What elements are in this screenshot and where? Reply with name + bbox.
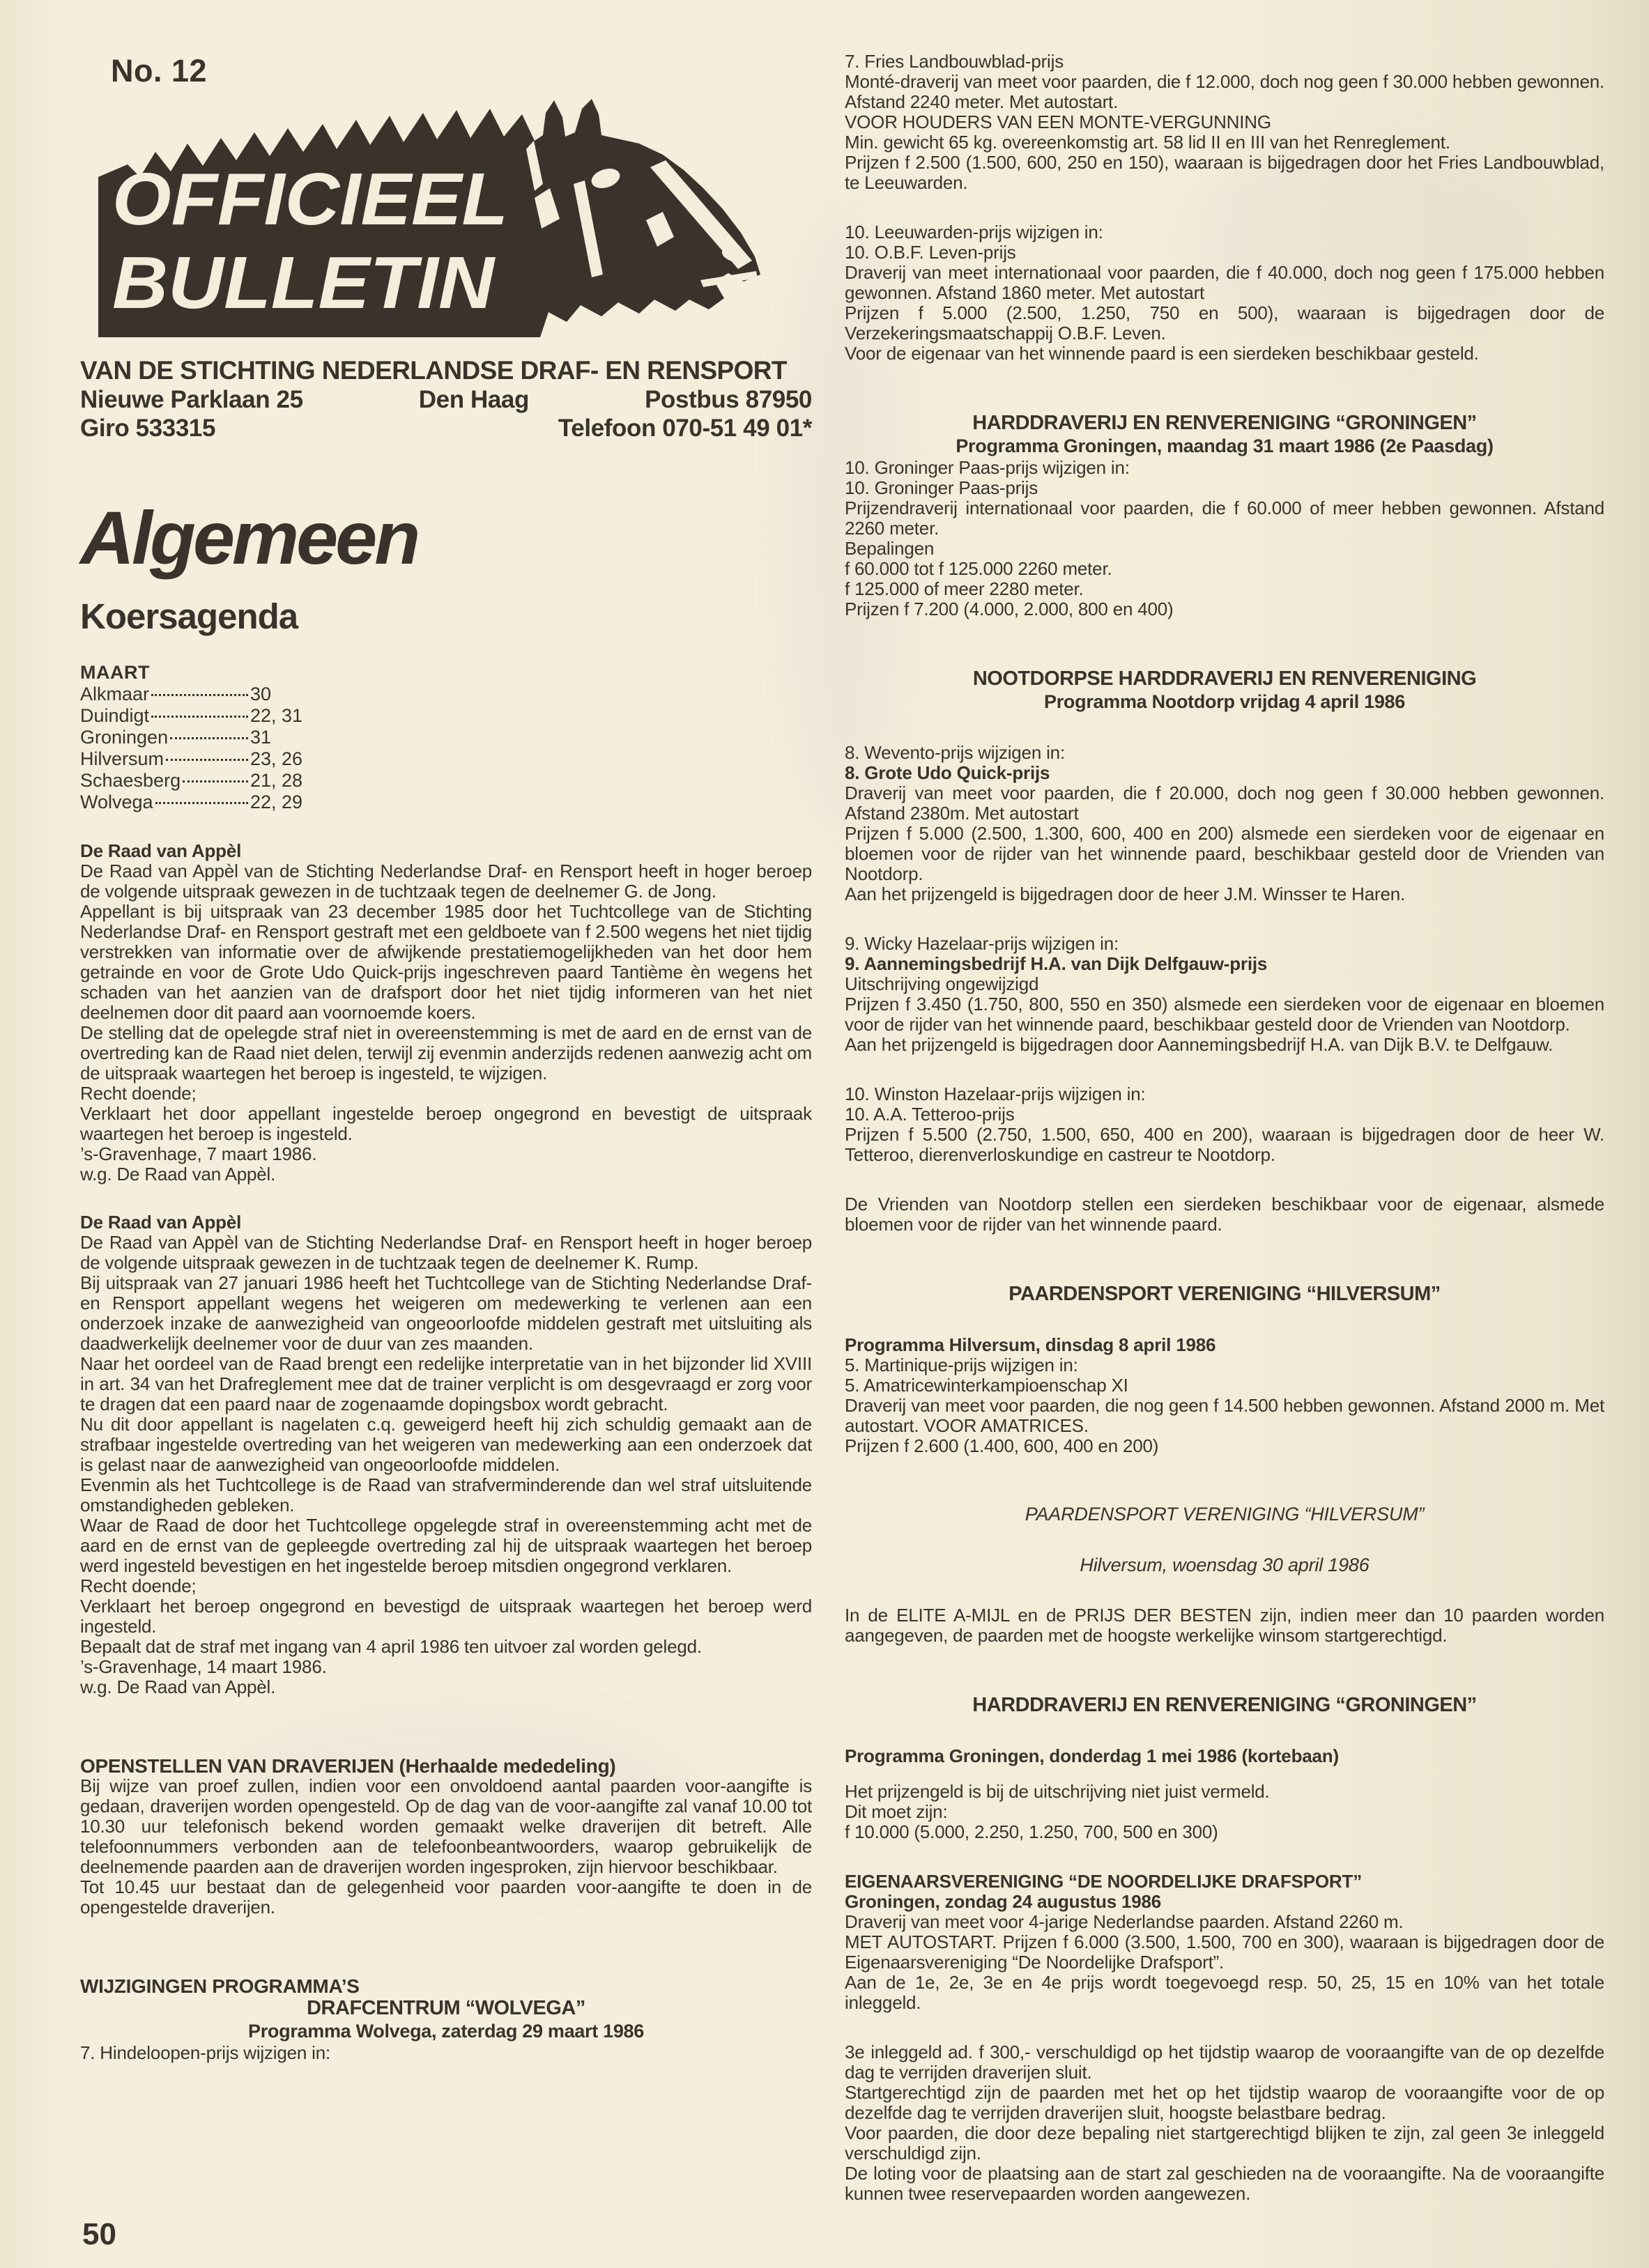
race-agenda — [80, 662, 332, 813]
right-column-text — [845, 52, 1604, 2204]
paragraph: Prijzendraverij internationaal voor paarden, die f 60.000 of meer hebben gewonnen. Afstand 2260 meter. — [845, 497, 1604, 539]
paragraph: Prijzen f 3.450 (1.750, 800, 550 en 350) alsmede een sierdeken voor de eigenaar en bloemen voor de rijder van het winnende paard, beschikbaar gesteld door de Vrienden van Nootdorp. — [845, 994, 1604, 1035]
paragraph: Bij uitspraak van 27 januari 1986 heeft het Tuchtcollege van de Stichting Nederlandse Draf- en Rensport appellant wegens het weigeren om medewerking te verlenen aan een onderzoek inzake de aanwezigheid van ongeoorloofde middelen gestraft met uitsluiting als daadwerkelijk deelnemer voor de duur van zes maanden. — [80, 1272, 812, 1354]
agenda-dates: 31 — [250, 727, 272, 748]
paragraph: Prijzen f 5.000 (2.500, 1.250, 750 en 500), waaraan is bijgedragen door de Verzekeringsmaatschappij O.B.F. Leven. — [845, 302, 1604, 344]
agenda-row — [80, 727, 332, 748]
heading: De Raad van Appèl — [80, 1212, 242, 1233]
agenda-track-name: Schaesberg — [80, 770, 181, 791]
agenda-rows — [80, 684, 332, 813]
agenda-track-name: Duindigt — [80, 705, 150, 726]
paragraph: MET AUTOSTART. Prijzen f 6.000 (3.500, 1.500, 700 en 300), waaraan is bijgedragen door de Eigenaarsvereniging “De Noordelijke Drafsport”. — [845, 1931, 1604, 1973]
paragraph: 10. O.B.F. Leven-prijs — [845, 242, 1016, 263]
address-postbox: Postbus 87950 — [645, 386, 812, 413]
paragraph: Draverij van meet voor paarden, die f 20.000, doch nog geen f 30.000 hebben gewonnen. Afstand 2380m. Met autostart — [845, 782, 1604, 824]
heading: Programma Wolvega, zaterdag 29 maart 1986 — [248, 2021, 644, 2042]
heading: HARDDRAVERIJ EN RENVERENIGING “GRONINGEN” — [972, 1694, 1477, 1716]
dotted-leader — [170, 737, 248, 739]
paragraph: 8. Wevento-prijs wijzigen in: — [845, 742, 1065, 763]
agenda-row — [80, 792, 332, 813]
paragraph: Bij wijze van proef zullen, indien voor een onvoldoend aantal paarden voor-aangifte is gedaan, draverijen worden opengesteld. Op de dag van de voor-aangifte zal vanaf 10.00 tot 10.30 uur telefonisch bekend worden gemaakt welke draverijen dit betreft. Alle telefoonnummers verbonden aan de telefoonbeantwoorders, waarop gebruikelijk de deelnemende paarden aan de draverijen worden ingesproken, zijn hiervoor beschikbaar. — [80, 1775, 812, 1877]
paragraph: Bepaalt dat de straf met ingang van 4 april 1986 ten uitvoer zal worden gelegd. — [80, 1636, 702, 1657]
paragraph: ’s-Gravenhage, 14 maart 1986. — [80, 1656, 327, 1677]
paragraph: Prijzen f 2.600 (1.400, 600, 400 en 200) — [845, 1435, 1159, 1456]
paragraph: De stelling dat de opelegde straf niet in overeenstemming is met de aard en de ernst van de overtreding kan de Raad niet delen, terwijl zij evenmin anderzijds redenen aanwezig acht om de uitspraak waartegen het beroep is ingesteld, te wijzigen. — [80, 1022, 812, 1083]
paragraph: Voor de eigenaar van het winnende paard is een sierdeken beschikbaar gesteld. — [845, 343, 1479, 364]
heading: 9. Aannemingsbedrijf H.A. van Dijk Delfgauw-prijs — [845, 953, 1268, 974]
paragraph: De Vrienden van Nootdorp stellen een sierdeken beschikbaar voor de eigenaar, alsmede bloemen voor de rijder van het winnende paard. — [845, 1194, 1604, 1235]
agenda-dates: 21, 28 — [250, 770, 303, 791]
paragraph: Aan het prijzengeld is bijgedragen door de heer J.M. Winsser te Haren. — [845, 884, 1405, 904]
agenda-dates: 22, 29 — [250, 792, 303, 812]
left-column — [80, 49, 812, 2063]
paragraph: ’s-Gravenhage, 7 maart 1986. — [80, 1143, 317, 1164]
address-giro: Giro 533315 — [80, 415, 216, 442]
paragraph: Verklaart het beroep ongegrond en bevestigd de uitspraak waartegen het beroep werd ingesteld. — [80, 1596, 812, 1637]
paragraph: Monté-draverij van meet voor paarden, die f 12.000, doch nog geen f 30.000 hebben gewonnen. Afstand 2240 meter. Met autostart. — [845, 71, 1604, 112]
dotted-leader — [151, 694, 248, 696]
paragraph: Startgerechtigd zijn de paarden met het op het tijdstip waarop de vooraangifte voor de op dezelfde dag te verrijden draverijen sluit, hoogste belastbare bedrag. — [845, 2082, 1604, 2123]
dotted-leader — [183, 780, 248, 782]
heading: PAARDENSPORT VERENIGING “HILVERSUM” — [1008, 1283, 1441, 1305]
paragraph: Draverij van meet internationaal voor paarden, die f 40.000, doch nog geen f 175.000 hebben gewonnen. Afstand 1860 meter. Met autostart — [845, 262, 1604, 303]
address-street: Nieuwe Parklaan 25 — [80, 386, 303, 413]
agenda-row — [80, 705, 332, 727]
logo-word-bulletin: BULLETIN — [112, 242, 496, 324]
agenda-dates: 23, 26 — [250, 748, 303, 769]
paragraph: Verklaart het door appellant ingestelde beroep ongegrond en bevestigt de uitspraak waartegen het beroep is ingesteld. — [80, 1103, 812, 1144]
paragraph: 7. Hindeloopen-prijs wijzigen in: — [80, 2042, 331, 2063]
paragraph: Min. gewicht 65 kg. overeenkomstig art. 58 lid II en III van het Renreglement. — [845, 132, 1450, 153]
paragraph: f 60.000 tot f 125.000 2260 meter. — [845, 558, 1112, 579]
heading: OPENSTELLEN VAN DRAVERIJEN (Herhaalde mededeling) — [80, 1755, 616, 1777]
organization-line: VAN DE STICHTING NEDERLANDSE DRAF- EN RENSPORT — [80, 356, 787, 385]
heading: WIJZIGINGEN PROGRAMMA’S — [80, 1975, 360, 1997]
heading: Programma Nootdorp vrijdag 4 april 1986 — [1044, 691, 1405, 712]
heading: Programma Hilversum, dinsdag 8 april 1986 — [845, 1334, 1216, 1355]
paragraph: 10. Groninger Paas-prijs — [845, 477, 1038, 498]
agenda-row — [80, 770, 332, 792]
paragraph: 5. Amatricewinterkampioenschap XI — [845, 1375, 1128, 1396]
paragraph: Aan de 1e, 2e, 3e en 4e prijs wordt toegevoegd resp. 50, 25, 15 en 10% van het totale inleggeld. — [845, 1972, 1604, 2013]
address-row-1 — [80, 385, 812, 414]
paragraph: 9. Wicky Hazelaar-prijs wijzigen in: — [845, 933, 1119, 954]
logo-word-officieel: OFFICIEEL — [112, 158, 508, 240]
paragraph: Prijzen f 5.500 (2.750, 1.500, 650, 400 en 200), waaraan is bijgedragen door de heer W. Tetteroo, dierenverloskundige en castreur te Nootdorp. — [845, 1124, 1604, 1165]
heading: 8. Grote Udo Quick-prijs — [845, 762, 1050, 783]
heading: Hilversum, woensdag 30 april 1986 — [1080, 1555, 1370, 1575]
dotted-leader — [151, 716, 248, 718]
paragraph: De Raad van Appèl van de Stichting Nederlandse Draf- en Rensport heeft in hoger beroep de volgende uitspraak gewezen in de tuchtzaak tegen de deelnemer K. Rump. — [80, 1232, 812, 1273]
left-column-text — [80, 841, 812, 2063]
paragraph: Evenmin als het Tuchtcollege is de Raad van strafverminderende dan wel straf uitsluitende omstandigheden gebleken. — [80, 1474, 812, 1515]
paragraph: 10. Groninger Paas-prijs wijzigen in: — [845, 457, 1130, 478]
paragraph: Bepalingen — [845, 538, 935, 559]
agenda-month: MAART — [80, 662, 150, 683]
paragraph: Recht doende; — [80, 1083, 197, 1104]
paragraph: Prijzen f 5.000 (2.500, 1.300, 600, 400 en 200) alsmede een sierdeken voor de eigenaar en bloemen voor de rijder van het winnende paard, beschikbaar gesteld door de Vrienden van Nootdorp. — [845, 823, 1604, 884]
right-column — [845, 52, 1604, 2204]
paragraph: VOOR HOUDERS VAN EEN MONTE-VERGUNNING — [845, 111, 1271, 132]
agenda-track-name: Alkmaar — [80, 684, 150, 704]
paragraph: Naar het oordeel van de Raad brengt een redelijke interpretatie van in het bijzonder lid XVIII in art. 34 van het Drafreglement mee dat de trainer verplicht is om desgevraagd er zorg voor te dragen dat een paard naar de zogenaamde dopingsbox wordt gebracht. — [80, 1353, 812, 1414]
paragraph: 7. Fries Landbouwblad-prijs — [845, 51, 1064, 72]
address-row-2 — [80, 414, 812, 442]
paragraph: Appellant is bij uitspraak van 23 december 1985 door het Tuchtcollege van de Stichting Nederlandse Draf- en Rensport gestraft met een geldboete van f 2.500 wegens het niet tijdig verstrekken van informatie over de afwijkende prestatiemogelijkheden van het door hem getrainde en voor de Grote Udo Quick-prijs ingeschreven paard Tantième èn wegens het schaden van het aanzien van de drafsport door het niet tijdig informeren van het niet deelnemen door dit paard aan voornoemde koers. — [80, 901, 812, 1023]
paragraph: Het prijzengeld is bij de uitschrijving niet juist vermeld. — [845, 1781, 1270, 1802]
section-title: Algemeen — [80, 495, 418, 580]
agenda-track-name: Hilversum — [80, 748, 164, 769]
bulletin-logo — [89, 99, 780, 341]
paragraph: In de ELITE A-MIJL en de PRIJS DER BESTEN zijn, indien meer dan 10 paarden worden aangegeven, de paarden met de hoogste werkelijke winsom startgerechtigd. — [845, 1605, 1604, 1646]
heading: HARDDRAVERIJ EN RENVERENIGING “GRONINGEN” — [972, 412, 1477, 434]
heading: EIGENAARSVERENIGING “DE NOORDELIJKE DRAFSPORT” — [845, 1871, 1362, 1892]
dotted-leader — [155, 802, 248, 804]
subsection-title: Koersagenda — [80, 596, 298, 636]
heading: PAARDENSPORT VERENIGING “HILVERSUM” — [1025, 1504, 1425, 1525]
paragraph: De loting voor de plaatsing aan de start zal geschieden na de vooraangifte. Na de vooraangifte kunnen twee reservepaarden worden aangewezen. — [845, 2163, 1604, 2204]
paragraph: Dit moet zijn: — [845, 1801, 948, 1822]
paragraph: 10. A.A. Tetteroo-prijs — [845, 1104, 1015, 1125]
heading: Programma Groningen, maandag 31 maart 1986 (2e Paasdag) — [956, 435, 1494, 456]
agenda-dates: 22, 31 — [250, 705, 303, 726]
paragraph: Aan het prijzengeld is bijgedragen door Aannemingsbedrijf H.A. van Dijk B.V. te Delfgauw. — [845, 1034, 1554, 1055]
heading: Groningen, zondag 24 augustus 1986 — [845, 1891, 1162, 1912]
paragraph: Voor paarden, die door deze bepaling niet startgerechtigd blijken te zijn, zal geen 3e inleggeld verschuldigd zijn. — [845, 2122, 1604, 2163]
agenda-track-name: Wolvega — [80, 792, 153, 812]
address-phone: Telefoon 070-51 49 01* — [558, 415, 812, 442]
paragraph: Recht doende; — [80, 1575, 197, 1596]
agenda-dates: 30 — [250, 684, 272, 704]
paragraph: w.g. De Raad van Appèl. — [80, 1164, 276, 1185]
page-number: 50 — [82, 2217, 116, 2251]
agenda-row — [80, 748, 332, 770]
heading: Programma Groningen, donderdag 1 mei 1986 (kortebaan) — [845, 1745, 1339, 1766]
address-city: Den Haag — [418, 386, 529, 413]
paragraph: 3e inleggeld ad. f 300,- verschuldigd op het tijdstip waarop de vooraangifte van de op dezelfde dag te verrijden draverijen sluit. — [845, 2042, 1604, 2083]
paragraph: Draverij van meet voor 4-jarige Nederlandse paarden. Afstand 2260 m. — [845, 1911, 1404, 1932]
heading: NOOTDORPSE HARDDRAVERIJ EN RENVERENIGING — [972, 668, 1477, 690]
agenda-track-name: Groningen — [80, 727, 169, 748]
paragraph: w.g. De Raad van Appèl. — [80, 1676, 276, 1697]
heading: De Raad van Appèl — [80, 840, 242, 861]
paragraph: De Raad van Appèl van de Stichting Nederlandse Draf- en Rensport heeft in hoger beroep de volgende uitspraak gewezen in de tuchtzaak tegen de deelnemer G. de Jong. — [80, 861, 812, 902]
paragraph: f 10.000 (5.000, 2.250, 1.250, 700, 500 en 300) — [845, 1821, 1218, 1842]
paragraph: 10. Leeuwarden-prijs wijzigen in: — [845, 222, 1103, 242]
paragraph: Waar de Raad de door het Tuchtcollege opgelegde straf in overeenstemming acht met de aard en de ernst van de gepleegde overtreding zal hij de uitspraak waartegen het beroep werd ingesteld bevestigen en het ingestelde beroep mitsdien ongegrond verklaren. — [80, 1515, 812, 1576]
paragraph: 10. Winston Hazelaar-prijs wijzigen in: — [845, 1083, 1146, 1104]
paragraph: Nu dit door appellant is nagelaten c.q. geweigerd heeft hij zich schuldig gemaakt aan de strafbaar ingestelde overtreding van het weigeren van medewerking aan een onderzoek dat is gelast naar de aanwezigheid van ongeoorloofde middelen. — [80, 1414, 812, 1475]
dotted-leader — [166, 759, 248, 761]
horse-head-icon — [89, 99, 780, 337]
heading: DRAFCENTRUM “WOLVEGA” — [307, 1997, 585, 2019]
paragraph: Draverij van meet voor paarden, die nog geen f 14.500 hebben gewonnen. Afstand 2000 m. Met autostart. VOOR AMATRICES. — [845, 1395, 1604, 1436]
agenda-row — [80, 684, 332, 705]
paragraph: f 125.000 of meer 2280 meter. — [845, 578, 1084, 599]
paragraph: Prijzen f 7.200 (4.000, 2.000, 800 en 400) — [845, 599, 1174, 619]
paragraph: Tot 10.45 uur bestaat dan de gelegenheid voor paarden voor-aangifte te doen in de opengestelde draverijen. — [80, 1876, 812, 1918]
paragraph: Prijzen f 2.500 (1.500, 600, 250 en 150), waaraan is bijgedragen door het Fries Landbouwblad, te Leeuwarden. — [845, 152, 1604, 193]
issue-number: No. 12 — [111, 53, 208, 88]
paragraph: 5. Martinique-prijs wijzigen in: — [845, 1355, 1078, 1375]
paragraph: Uitschrijving ongewijzigd — [845, 973, 1039, 994]
